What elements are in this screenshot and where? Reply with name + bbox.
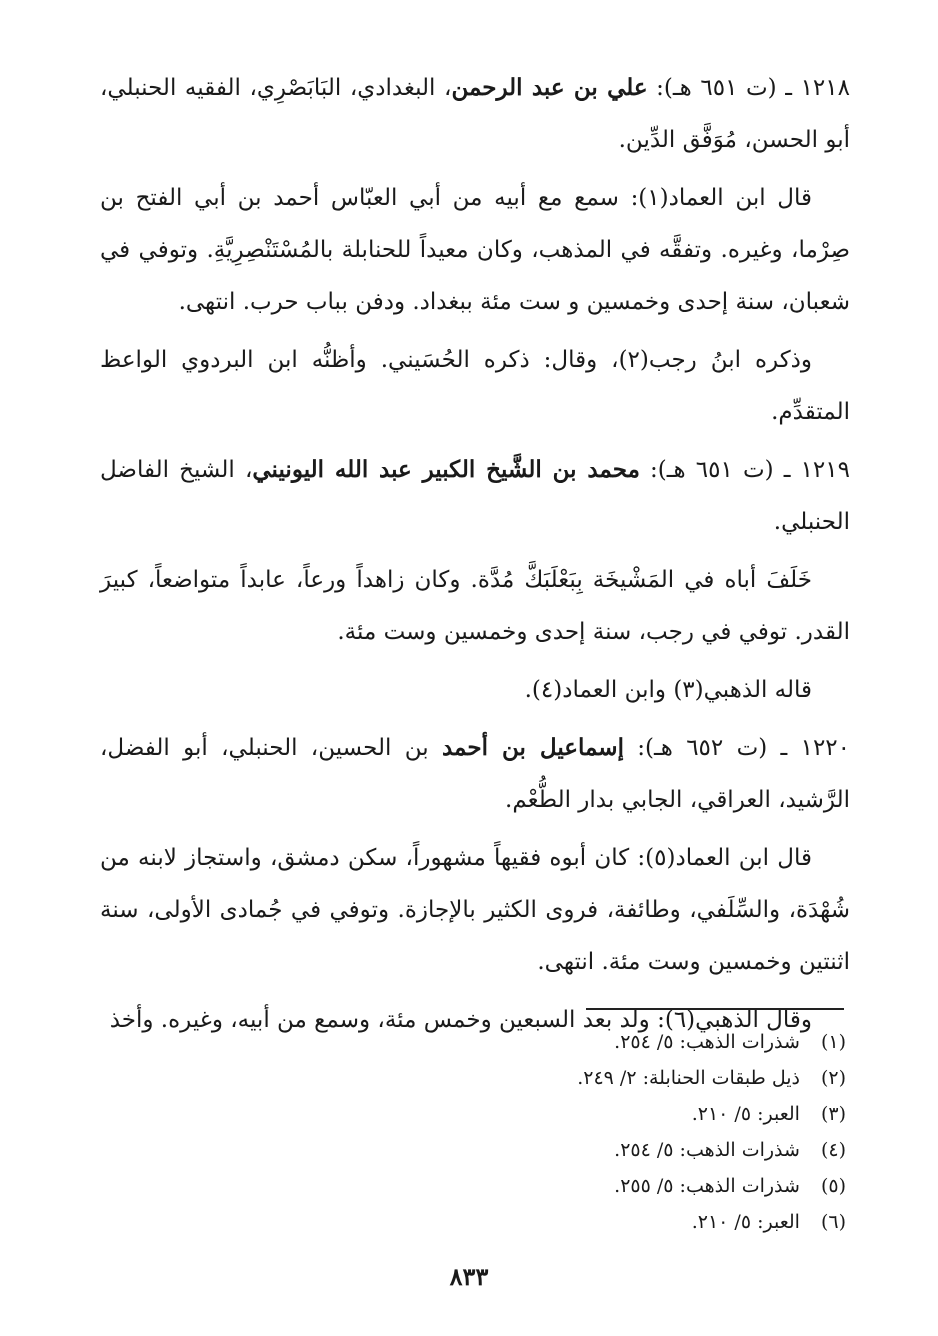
entry-number: ١٢١٨ ـ (ت ٦٥١ هـ): — [647, 75, 850, 101]
entry-name: إسماعيل بن أحمد — [441, 734, 624, 761]
footnote-number: (٥) — [820, 1175, 846, 1197]
footnote-number: (٦) — [820, 1211, 846, 1233]
footnote — [446, 1096, 846, 1132]
entry-1220 — [100, 722, 850, 826]
footnote-text: شذرات الذهب: ٥/ ٢٥٤. — [614, 1031, 800, 1053]
footnote-number: (٣) — [820, 1103, 846, 1125]
entry-name: علي بن عبد الرحمن — [451, 74, 648, 101]
entry-description: ، البغدادي، البَابَصْرِي، الفقيه الحنبلي، أبو الحسن، مُوَفَّق الدِّين. — [100, 75, 850, 153]
entry-description: بن الحسين، الحنبلي، أبو الفضل، الرَّشيد، العراقي، الجابي بدار الطُّعْم. — [100, 735, 850, 813]
page-number: ٨٣٣ — [449, 1262, 489, 1291]
paragraph: وقال الذهبي(٦): ولد بعد السبعين وخمس مئة، وسمع من أبيه، وغيره. وأخذ — [109, 1007, 812, 1033]
footnote-number: (١) — [820, 1031, 846, 1053]
entry-number: ١٢٢٠ ـ (ت ٦٥٢ هـ): — [623, 735, 851, 761]
footnotes — [446, 1024, 846, 1240]
footnote — [446, 1132, 846, 1168]
paragraph: خَلَفَ أباه في المَشْيخَة بِبَعْلَبَكَّ مُدَّة. وكان زاهداً ورعاً، عابداً متواضعاً، كبيرَ القدر. توفي في رجب، سنة إحدى وخمسين وست مئة. — [100, 567, 850, 645]
entry-1219 — [100, 444, 850, 548]
footnote-divider — [586, 1008, 844, 1010]
entry-description: ، الشيخ الفاضل الحنبلي. — [100, 457, 850, 535]
footnote-text: شذرات الذهب: ٥/ ٢٥٤. — [614, 1139, 800, 1161]
paragraph: قاله الذهبي(٣) وابن العماد(٤). — [524, 677, 812, 703]
footnote — [446, 1024, 846, 1060]
entry-name: محمد بن الشَّيخ الكبير عبد الله اليونيني — [252, 456, 640, 483]
footnote-text: شذرات الذهب: ٥/ ٢٥٥. — [614, 1175, 800, 1197]
footnote-number: (٤) — [820, 1139, 846, 1161]
footnote-text: ذيل طبقات الحنابلة: ٢/ ٢٤٩. — [577, 1067, 800, 1089]
entry-1218 — [100, 62, 850, 166]
paragraph: وذكره ابنُ رجب(٢)، وقال: ذكره الحُسَيني. وأظنُّه ابن البردوي الواعظ المتقدِّم. — [100, 347, 850, 425]
footnote-text: العبر: ٥/ ٢١٠. — [691, 1103, 800, 1125]
entry-number: ١٢١٩ ـ (ت ٦٥١ هـ): — [639, 457, 850, 483]
main-text — [100, 62, 850, 1052]
paragraph: قال ابن العماد(١): سمع مع أبيه من أبي العبّاس أحمد بن أبي الفتح بن صِرْما، وغيره. وتفقَّه في المذهب، وكان معيداً للحنابلة بالمُسْتَنْصِرِيَّةِ. وتوفي في شعبان، سنة إحدى وخمسين و ست مئة ببغداد. ودفن بباب حرب. انتهى. — [100, 185, 850, 315]
footnote — [446, 1168, 846, 1204]
footnote-number: (٢) — [820, 1067, 846, 1089]
footnote — [446, 1060, 846, 1096]
paragraph: قال ابن العماد(٥): كان أبوه فقيهاً مشهوراً، سكن دمشق، واستجاز لابنه من شُهْدَة، والسِّلَفي، وطائفة، فروى الكثير بالإجازة. وتوفي في جُمادى الأولى، سنة اثنتين وخمسين وست مئة. انتهى. — [100, 845, 850, 975]
footnote — [446, 1204, 846, 1240]
footnote-text: العبر: ٥/ ٢١٠. — [691, 1211, 800, 1233]
